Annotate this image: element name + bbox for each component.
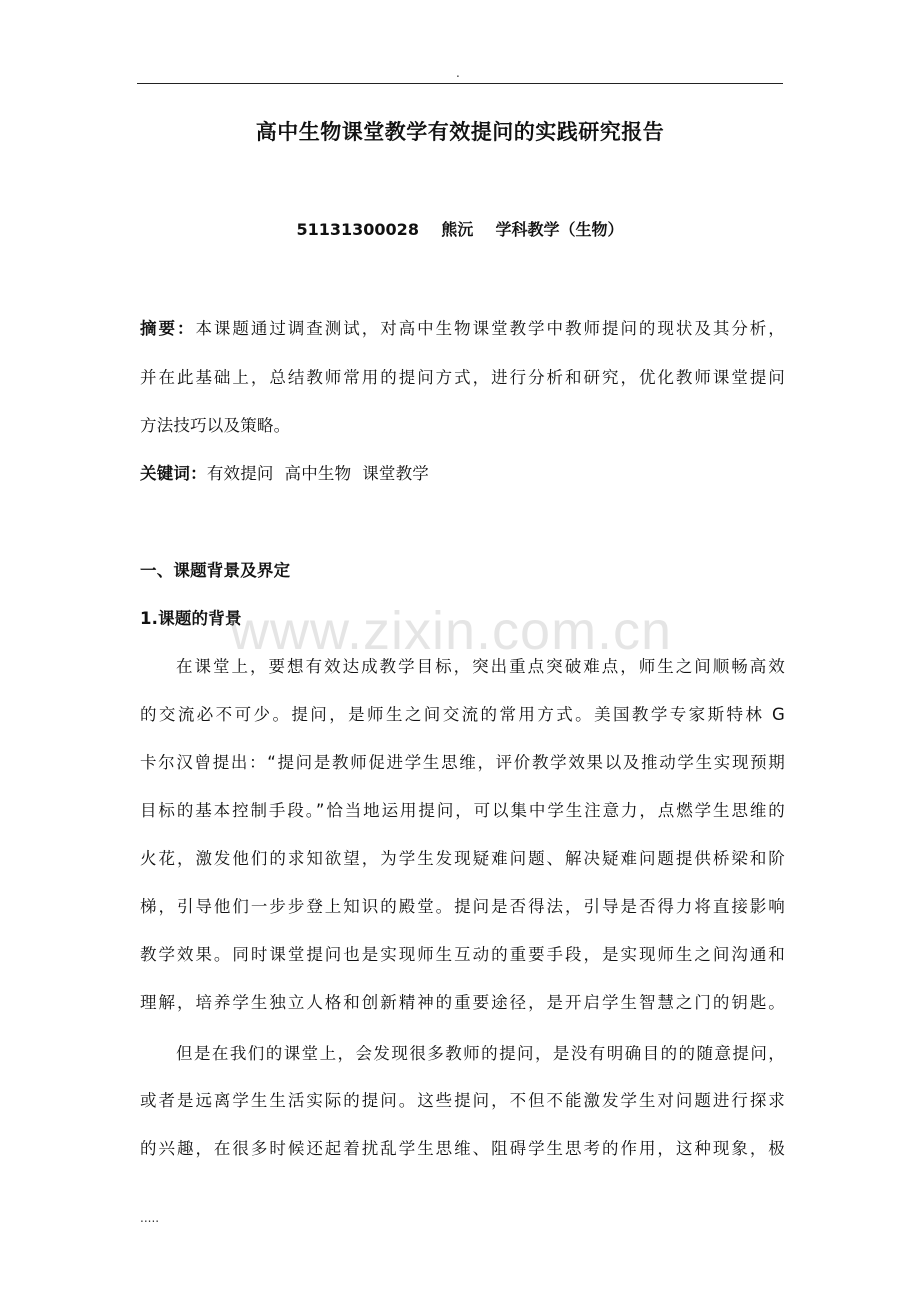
header-mark: . (456, 66, 460, 80)
footer-mark: ..... (140, 1211, 160, 1225)
paragraph2-line: 的兴趣，在很多时候还起着扰乱学生思维、阻碍学生思考的作用，这种现象，极 (140, 1139, 785, 1158)
paragraph1-line: 理解，培养学生独立人格和创新精神的重要途径，是开启学生智慧之门的钥匙。 (140, 993, 785, 1012)
paragraph1-line: 在课堂上，要想有效达成教学目标，突出重点突破难点，师生之间顺畅高效 (176, 657, 785, 676)
paragraph2-line: 但是在我们的课堂上，会发现很多教师的提问，是没有明确目的的随意提问， (176, 1044, 785, 1063)
paragraph1-line: 火花，激发他们的求知欲望，为学生发现疑难问题、解决疑难问题提供桥梁和阶 (140, 849, 785, 868)
section-heading: 一、课题背景及界定 (140, 561, 291, 580)
keywords-text: 有效提问 高中生物 课堂教学 (206, 464, 429, 483)
paragraph1-line: 梯，引导他们一步步登上知识的殿堂。提问是否得法，引导是否得力将直接影响 (140, 897, 785, 916)
paragraph2-line: 或者是远离学生生活实际的提问。这些提问，不但不能激发学生对问题进行探求 (140, 1091, 785, 1110)
watermark: www.zixin.com.cn (230, 601, 673, 661)
abstract-line-2: 并在此基础上，总结教师常用的提问方式，进行分析和研究，优化教师课堂提问 (140, 368, 785, 387)
abstract-text: 本课题通过调查测试，对高中生物课堂教学中教师提问的现状及其分析， (195, 319, 785, 338)
keywords-label: 关键词： (140, 464, 207, 483)
abstract-line-3: 方法技巧以及策略。 (140, 416, 291, 435)
paragraph1-line: 的交流必不可少。提问，是师生之间交流的常用方式。美国教学专家斯特林 G (140, 705, 785, 724)
paragraph1-line: 卡尔汉曾提出：“提问是教师促进学生思维，评价教学效果以及推动学生实现预期 (140, 753, 785, 772)
keywords-line (140, 460, 785, 484)
subsection-heading: 1.课题的背景 (140, 609, 242, 628)
abstract-line-1 (140, 315, 785, 339)
abstract-label: 摘要： (140, 319, 196, 338)
header-rule (137, 83, 783, 84)
paragraph1-line: 教学效果。同时课堂提问也是实现师生互动的重要手段，是实现师生之间沟通和 (140, 945, 785, 964)
author-line: 51131300028 熊沅 学科教学（生物） (296, 220, 624, 239)
paragraph1-line: 目标的基本控制手段。”恰当地运用提问，可以集中学生注意力，点燃学生思维的 (140, 801, 785, 820)
document-title: 高中生物课堂教学有效提问的实践研究报告 (255, 120, 665, 144)
